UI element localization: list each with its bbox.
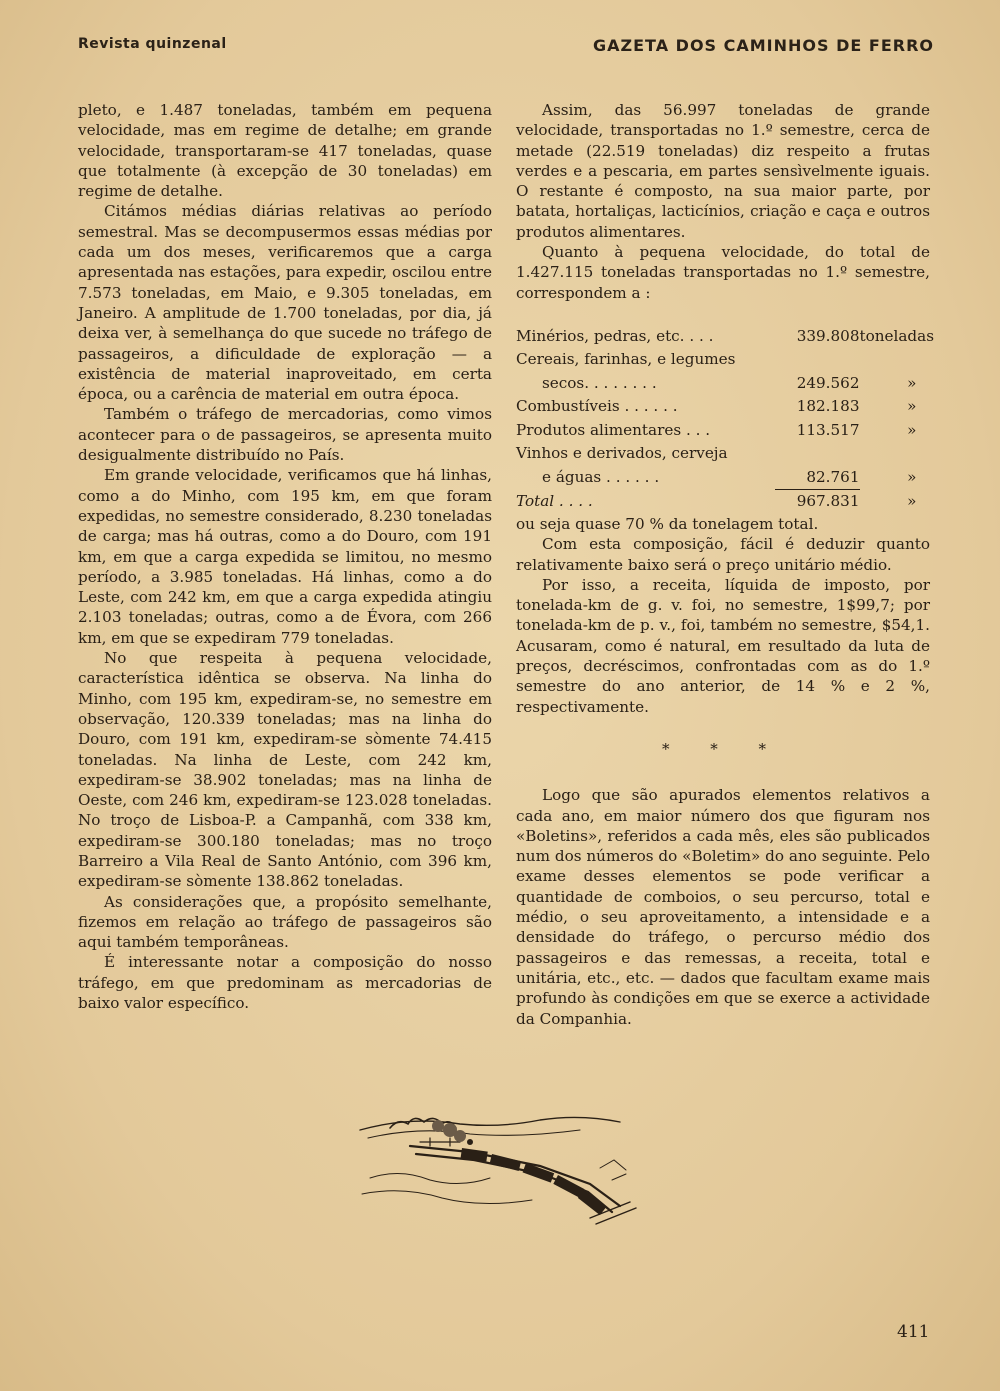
goods-unit: »: [907, 420, 917, 439]
paragraph: Logo que são apurados elementos relativos a cada ano, em maior número dos que figuram nos «Boletins», referidos a cada mês, eles são publicados num dos números do «Boletim» do ano seguinte. Pelo exame desses elementos se pode verificar a quantidade de comboios, o seu percurso, total e médio, o seu aproveitamento, a intensidade e a densidade do tráfego, o percurso médio dos passageiros e das remessas, a receita, total e unitária, etc., etc. — dados que facultam exame mais profundo às condições em que se exerce a actividade da Companhia.: [516, 786, 930, 1028]
table-row: [516, 348, 934, 372]
running-header-left: Revista quinzenal: [78, 36, 227, 52]
table-row: [516, 325, 934, 349]
paragraph: ou seja quase 70 % da tonelagem total.: [516, 514, 819, 533]
goods-value: 249.562: [796, 373, 860, 392]
total-row: [516, 490, 934, 514]
goods-value: 339.808: [796, 326, 860, 345]
paragraph: As considerações que, a propósito semelhante, fizemos em relação ao tráfego de passageiros são aqui também temporâneas.: [78, 892, 492, 952]
train-illustration: [350, 1108, 650, 1228]
goods-name: secos. . . . . . . .: [542, 373, 657, 392]
total-unit: »: [907, 492, 917, 511]
paragraph: Com esta composição, fácil é deduzir quanto relativamente baixo será o preço unitário médio.: [516, 535, 930, 574]
goods-name: Cereais, farinhas, e legumes: [516, 350, 736, 369]
section-separator: * * *: [661, 739, 785, 758]
goods-unit: »: [907, 468, 917, 487]
goods-table: [516, 325, 934, 514]
goods-unit: »: [907, 373, 917, 392]
table-row: [516, 395, 934, 419]
goods-unit: [860, 442, 935, 466]
paragraph: No que respeita à pequena velocidade, característica idêntica se observa. Na linha do Minho, com 195 km, expediram-se, no semestre em observação, 120.339 toneladas; mas na linha do Douro, com 191 km, expediram-se sòmente 74.415 toneladas. Na linha de Leste, com 242 km, expediram-se 38.902 toneladas; mas na linha de Oeste, com 246 km, expediram-se 123.028 toneladas. No troço de Lisboa-P. a Campanhã, com 338 km, expediram-se 300.180 toneladas; mas no troço Barreiro a Vila Real de Santo António, com 396 km, expediram-se sòmente 138.862 toneladas.: [78, 649, 492, 891]
goods-value: [775, 348, 859, 372]
goods-name: Combustíveis . . . . . .: [516, 397, 678, 416]
paragraph: Também o tráfego de mercadorias, como vimos acontecer para o de passageiros, se apresenta muito desigualmente distribuído no País.: [78, 405, 492, 465]
page-number: 411: [897, 1322, 930, 1342]
paragraph: Por isso, a receita, líquida de imposto, por tonelada-km de g. v. foi, no semestre, 1$99,7; por tonelada-km de p. v., foi, também no semestre, $54,1. Acusaram, como é natural, em resultado da luta de preços, decréscimos, confrontadas com as do 1.º semestre do ano anterior, de 14 % e 2 %, respectivamente.: [516, 575, 930, 716]
right-column: [516, 100, 934, 1029]
paragraph: É interessante notar a composição do nosso tráfego, em que predominam as mercadorias de baixo valor específico.: [78, 953, 492, 1013]
goods-name: Minérios, pedras, etc. . . .: [516, 326, 714, 345]
paragraph: Assim, das 56.997 toneladas de grande velocidade, transportadas no 1.º semestre, cerca de metade (22.519 toneladas) diz respeito a frutas verdes e a pescaria, em partes sensìvelmente iguais. O restante é composto, na sua maior parte, por batata, hortaliças, lacticínios, criação e caça e outros produtos alimentares.: [516, 101, 930, 241]
goods-name: Vinhos e derivados, cerveja: [516, 444, 728, 463]
goods-value: 113.517: [796, 420, 860, 439]
goods-unit: toneladas: [859, 326, 934, 345]
goods-name: Produtos alimentares . . .: [516, 420, 711, 439]
running-header-right: GAZETA DOS CAMINHOS DE FERRO: [592, 36, 934, 55]
paragraph: Em grande velocidade, verificamos que há linhas, como a do Minho, com 195 km, em que foram expedidas, no semestre considerado, 8.230 toneladas de carga; mas há outras, como a do Douro, com 191 km, em que a carga expedida se limitou, no mesmo período, a 3.985 toneladas. Há linhas, como a do Leste, com 242 km, em que a carga expedida atingiu 2.103 toneladas; outras, como a de Évora, com 266 km, em que se expediram 779 toneladas.: [78, 466, 492, 647]
table-row: [516, 466, 934, 490]
paragraph: Quanto à pequena velocidade, do total de 1.427.115 toneladas transportadas no 1.º semestre, correspondem a :: [516, 243, 930, 302]
paragraph: Citámos médias diárias relativas ao período semestral. Mas se decompusermos essas médias por cada um dos meses, verificaremos que a carga apresentada nas estações, para expedir, oscilou entre 7.573 toneladas, em Maio, e 9.305 toneladas, em Janeiro. A amplitude de 1.700 toneladas, por dia, já deixa ver, à semelhança do que sucede no tráfego de passageiros, a dificuldade de exploração — a existência de material inaproveitado, em certa época, ou a carência de material em outra época.: [78, 202, 492, 404]
goods-value: [775, 442, 859, 466]
table-row: [516, 372, 934, 396]
goods-unit: »: [907, 397, 917, 416]
goods-value: 82.761: [775, 466, 859, 490]
goods-value: 182.183: [796, 397, 860, 416]
paragraph: pleto, e 1.487 toneladas, também em pequena velocidade, mas em regime de detalhe; em grande velocidade, transportaram-se 417 toneladas, quase que totalmente (à excepção de 30 toneladas) em regime de detalhe.: [78, 101, 492, 201]
left-column: [78, 100, 492, 1013]
table-row: [516, 442, 934, 466]
table-row: [516, 419, 934, 443]
goods-unit: [860, 348, 935, 372]
total-value: 967.831: [796, 492, 860, 511]
goods-name: e águas . . . . . .: [542, 468, 660, 487]
total-label: Total . . . .: [516, 492, 593, 511]
